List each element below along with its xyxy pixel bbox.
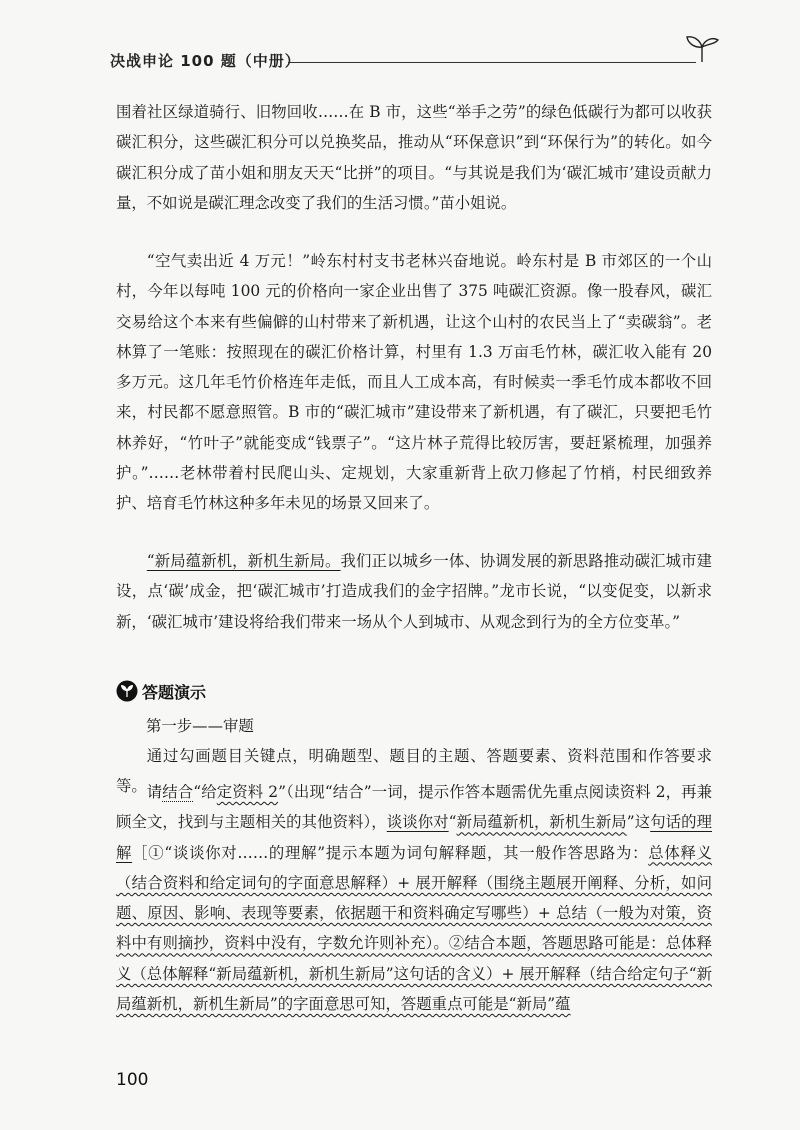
- book-title: 决战申论 100 题（中册）: [110, 52, 301, 70]
- header-rule: [288, 62, 696, 63]
- text-run: ［①“谈谈你对……的理解”提示本题为词句解释题，其一般作答思路为：: [132, 843, 649, 862]
- section-title: 答题演示: [142, 683, 207, 702]
- keyword-phrase: 新局蕴新机，新机生新局: [456, 813, 627, 832]
- section-heading: [116, 679, 416, 705]
- text-run: 请: [146, 783, 163, 801]
- paragraph-mayor-quote: [116, 546, 712, 637]
- text-run: “给: [193, 783, 217, 801]
- sprout-icon: [682, 34, 722, 64]
- keyword-understanding: 句话的理解: [116, 813, 712, 862]
- quote-continuation: 我们正以城乡一体、协调发展的新思路推动碳汇城市建设，点‘碳’成金，把‘碳汇城市’打造成我们的金字招牌。”龙市长说，“以变促变，以新求新，‘碳汇城市’建设将给我们带来一场从个人到城市、从观念到行为的全方位变革。”: [116, 552, 712, 631]
- analysis-question: [116, 777, 712, 1019]
- running-header: [110, 50, 720, 76]
- paragraph-carbon-sale: “空气卖出近 4 万元！”岭东村村支书老林兴奋地说。岭东村是 B 市郊区的一个山村，今年以每吨 100 元的价格向一家企业出售了 375 吨碳汇资源。像一股春风，碳汇交易给这个本来有些偏僻的山村带来了新机遇，让这个山村的农民当上了“卖碳翁”。老林算了一笔账：按照现在的碳汇价格计算，村里有 1.3 万亩毛竹林，碳汇收入能有 20 多万元。这几年毛竹价格连年走低，而且人工成本高，有时候卖一季毛竹成本都收不回来，村民都不愿意照管。B 市的“碳汇城市”建设带来了新机遇，有了碳汇，只要把毛竹林养好，“竹叶子”就能变成“钱票子”。“这片林子荒得比较厉害，要赶紧梳理，加强养护。”……老林带着村民爬山头、定规划，大家重新背上砍刀修起了竹梢，村民细致养护、培育毛竹林这种多年未见的场景又回来了。: [116, 252, 712, 513]
- analysis-intro: 通过勾画题目关键点，明确题型、题目的主题、答题要素、资料范围和作答要求等。: [116, 747, 712, 796]
- step-heading: 第一步——审题: [146, 717, 254, 735]
- paragraph-green-behavior: 围着社区绿道骑行、旧物回收……在 B 市，这些“举手之劳”的绿色低碳行为都可以收获碳汇积分，这些碳汇积分可以兑换奖品，推动从“环保意识”到“环保行为”的转化。如今碳汇积分成了苗小姐和朋友天天“比拼”的项目。“与其说是我们为‘碳汇城市’建设贡献力量，不如说是碳汇理念改变了我们的生活习惯。”苗小姐说。: [116, 103, 712, 212]
- text-run: ”（出现“结合”一词，提示作答本题需优先重点阅读资料 2，再兼顾全文，找到与主题相关的其他资料），: [116, 783, 712, 832]
- page-number: 100: [116, 1070, 149, 1090]
- text-run: ”这: [626, 813, 651, 832]
- text-run: “: [448, 813, 457, 832]
- keyword-discuss: 谈谈你对: [386, 813, 449, 832]
- keyword-combine: 结合: [162, 783, 194, 801]
- method-explanation: 总体释义（结合资料和给定词句的字面意思解释）+ 展开解释（围绕主题展开阐释、分析，如问题、原因、影响、表现等要素，依据题干和资料确定写哪些）+ 总结（一般为对策，资料中有则摘抄，资料中没有，字数允许则补充）。②结合本题，答题思路可能是：总体释义（总体解释“新局蕴新机，新机生新局”这句话的含义）+ 展开解释（结合给定句子“新局蕴新机，新机生新局”的字面意思可知，答题重点可能是“新局”蕴: [116, 843, 712, 1014]
- keyword-material: 定资料 2: [216, 783, 279, 801]
- underlined-key-sentence: “新局蕴新机，新机生新局。: [146, 552, 341, 570]
- leaf-badge-icon: [116, 680, 138, 702]
